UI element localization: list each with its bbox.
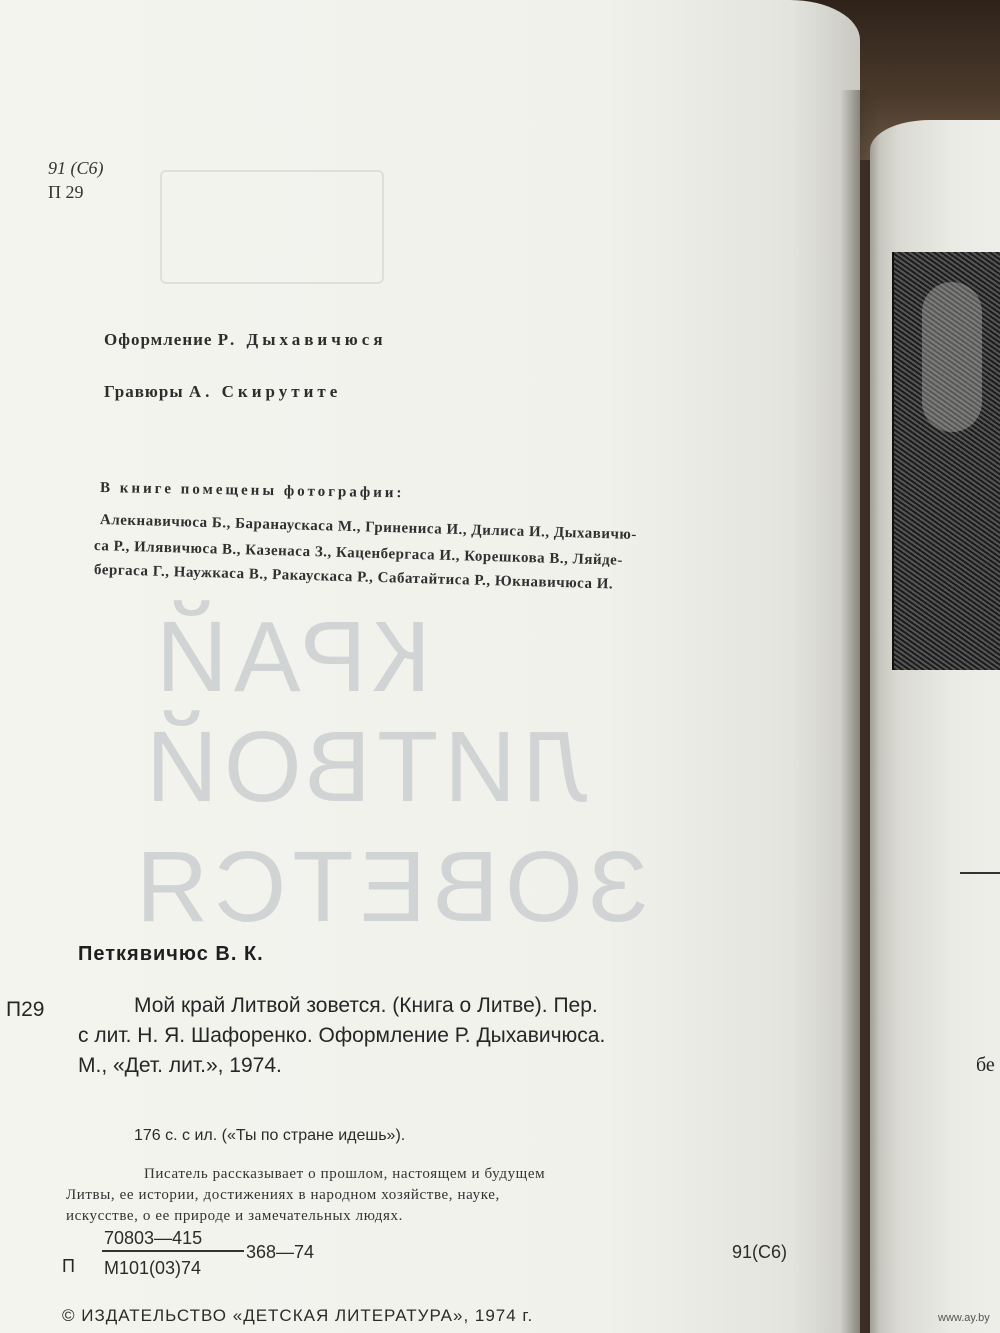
ghost-line-1: КРАЙ: [150, 601, 431, 713]
description-line-1: Писатель рассказывает о прошлом, настоящем и будущем: [144, 1166, 546, 1182]
bib-line-3: М., «Дет. лит.», 1974.: [78, 1054, 282, 1077]
classification-code: 91 (С6): [48, 158, 104, 178]
design-name: Р. Дыхавичюся: [217, 330, 387, 349]
catalog-index: П29: [6, 998, 45, 1021]
right-page-rule: [960, 872, 1000, 874]
ghost-line-2: ЛИТВОЙ: [140, 711, 588, 823]
formula-numerator: 70803—415: [104, 1228, 203, 1248]
ghost-stamp-outline: [160, 170, 384, 284]
page-count: 176 с. с ил. («Ты по стране идешь»).: [134, 1127, 406, 1144]
right-page-fragment: бе: [976, 1054, 995, 1076]
author-heading: Петкявичюс В. К.: [78, 943, 264, 965]
description-line-3: искусстве, о ее природе и замечательных людях.: [66, 1208, 403, 1224]
photos-heading: В книге помещены фотографии:: [99, 480, 405, 502]
photographer-line-2: са Р., Илявичюса В., Казенаса З., Каценбергаса И., Корешкова В., Ляйде-: [93, 538, 624, 569]
bib-line-2: с лит. Н. Я. Шафоренко. Оформление Р. Дыхавичюса.: [78, 1024, 606, 1047]
design-label: Оформление: [104, 330, 213, 349]
bib-line-1: Мой край Литвой зовется. (Книга о Литве). Пер.: [134, 994, 598, 1017]
formula-denominator: М101(03)74: [104, 1258, 202, 1278]
fraction-bar: [102, 1250, 244, 1252]
photographer-line-3: бергаса Г., Наужкаса В., Ракаускаса Р., Сабатайтиса Р., Юкнавичюса И.: [93, 562, 614, 593]
formula-letter: П: [62, 1256, 75, 1276]
book-gutter: [840, 90, 880, 1333]
formula-tail: 368—74: [246, 1242, 315, 1262]
design-credit: [104, 330, 387, 350]
engravings-credit: [104, 382, 341, 402]
photographer-line-1: Алекнавичюса Б., Баранаускаса М., Гринениса И., Дилиса И., Дыхавичю-: [99, 512, 638, 543]
engravings-label: Гравюры: [104, 382, 184, 401]
watermark: www.ay.by: [938, 1312, 990, 1324]
description-line-2: Литвы, ее истории, достижениях в народном хозяйстве, науке,: [66, 1187, 500, 1203]
formula-class: 91(С6): [732, 1242, 788, 1262]
engravings-name: А. Скирутите: [188, 382, 342, 401]
index-code: П 29: [48, 182, 84, 202]
ghost-line-3: ЗОВЕТСЯ: [130, 831, 648, 943]
copyright-line: © ИЗДАТЕЛЬСТВО «ДЕТСКАЯ ЛИТЕРАТУРА», 1974 г.: [62, 1306, 534, 1325]
engraving-illustration: [892, 252, 1000, 670]
